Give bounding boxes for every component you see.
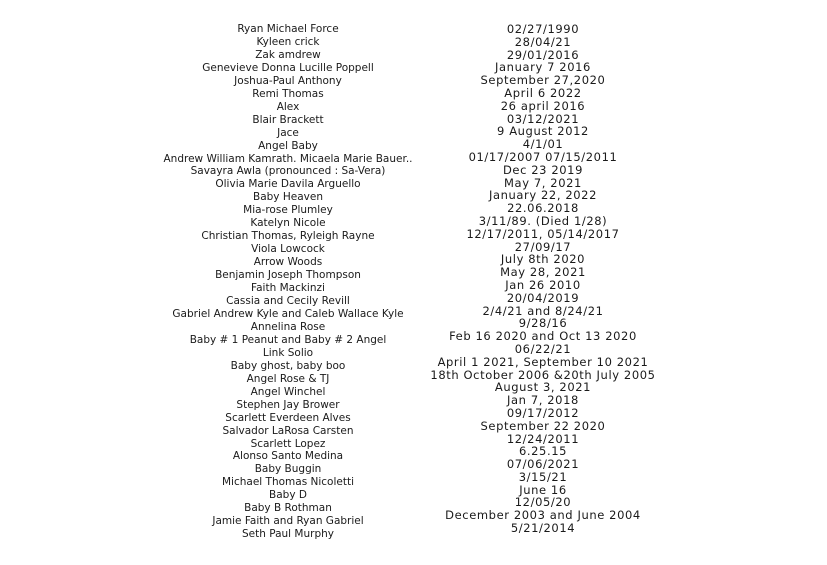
date-entry: May 7, 2021 (504, 175, 582, 190)
name-entry: Gabriel Andrew Kyle and Caleb Wallace Kyle (172, 307, 404, 320)
name-entry: Ryan Michael Force (237, 23, 339, 35)
date-entry: April 6 2022 (504, 85, 582, 100)
name-entry: Remi Thomas (252, 87, 324, 100)
date-entry: April 1 2021, September 10 2021 (437, 354, 649, 369)
name-entry: Jace (277, 126, 299, 139)
date-entry: May 28, 2021 (500, 265, 586, 280)
name-entry: Stephen Jay Brower (236, 398, 340, 411)
date-entry: 9 August 2012 (497, 124, 589, 139)
date-entry: 2/4/21 and 8/24/21 (482, 303, 604, 318)
name-entry: Angel Winchel (250, 385, 326, 398)
date-entry: January 7 2016 (495, 60, 591, 75)
name-entry: Seth Paul Murphy (241, 528, 334, 541)
date-entry: 12/17/2011, 05/14/2017 (466, 226, 620, 241)
date-entry: 6.25.15 (518, 444, 568, 459)
name-entry: Katelyn Nicole (250, 217, 326, 230)
dates-column (423, 23, 663, 535)
date-entry: September 22 2020 (480, 418, 606, 433)
name-entry: Zak amdrew (255, 48, 321, 61)
date-entry: Dec 23 2019 (502, 162, 584, 177)
name-entry: Andrew William Kamrath. Micaela Marie Bauer.. (163, 152, 413, 165)
name-entry: Faith Mackinzi (251, 282, 325, 295)
date-entry: 22.06.2018 (507, 201, 579, 216)
date-entry: 3/11/89. (Died 1/28) (478, 213, 608, 228)
name-entry: Christian Thomas, Ryleigh Rayne (201, 230, 375, 243)
names-column (150, 23, 426, 541)
name-entry: Baby D (269, 489, 307, 502)
name-entry: Joshua-Paul Anthony (234, 74, 342, 87)
name-entry: Michael Thomas Nicoletti (221, 476, 354, 489)
date-entry: September 27,2020 (480, 73, 606, 88)
date-entry: June 16 (519, 482, 567, 497)
name-entry: Blair Brackett (252, 113, 324, 126)
date-entry: January 22, 2022 (488, 188, 598, 203)
date-entry: August 3, 2021 (494, 380, 592, 395)
date-entry: December 2003 and June 2004 (445, 508, 641, 523)
name-entry: Angel Baby (258, 139, 318, 152)
name-entry: Cassia and Cecily Revill (226, 295, 350, 308)
date-entry: 5/21/2014 (510, 521, 576, 536)
name-entry: Scarlett Everdeen Alves (225, 411, 351, 424)
name-entry: Alex (276, 100, 300, 113)
name-entry: Baby # 1 Peanut and Baby # 2 Angel (189, 333, 387, 346)
date-entry: 02/27/1990 (506, 22, 580, 36)
date-entry: 28/04/21 (514, 34, 572, 49)
date-entry: 03/12/2021 (506, 111, 580, 126)
name-entry: Angel Rose & TJ (246, 372, 330, 385)
name-entry: Viola Lowcock (251, 243, 325, 256)
name-entry: Mia-rose Plumley (243, 204, 333, 217)
date-entry: Jan 7, 2018 (507, 393, 579, 408)
date-entry: 27/09/17 (514, 239, 572, 254)
date-entry: July 8th 2020 (500, 252, 586, 267)
date-entry: 06/22/21 (514, 341, 572, 356)
date-entry: 20/04/2019 (506, 290, 580, 305)
date-entry: 01/17/2007 07/15/2011 (468, 149, 618, 164)
name-entry: Savayra Awla (pronounced : Sa-Vera) (190, 165, 386, 178)
date-entry: 29/01/2016 (506, 47, 580, 62)
date-entry: 9/28/16 (518, 316, 568, 331)
date-entry: 07/06/2021 (506, 457, 580, 472)
name-entry: Olivia Marie Davila Arguello (215, 178, 361, 191)
name-entry: Baby Buggin (254, 463, 322, 476)
date-entry: 4/1/01 (522, 137, 564, 152)
name-entry: Baby Heaven (253, 191, 323, 204)
name-entry: Annelina Rose (250, 320, 326, 333)
name-entry: Kyleen crick (256, 35, 320, 48)
name-entry: Jamie Faith and Ryan Gabriel (212, 515, 364, 528)
date-entry: 18th October 2006 &20th July 2005 (430, 367, 656, 382)
date-entry: Feb 16 2020 and Oct 13 2020 (449, 329, 637, 344)
name-entry: Benjamin Joseph Thompson (215, 269, 361, 282)
name-entry: Genevieve Donna Lucille Poppell (202, 61, 374, 74)
date-entry: 09/17/2012 (506, 405, 580, 420)
date-entry: Jan 26 2010 (505, 277, 581, 292)
date-entry: 26 april 2016 (500, 98, 586, 113)
name-entry: Arrow Woods (253, 256, 323, 269)
name-entry: Baby B Rothman (244, 502, 332, 515)
name-entry: Link Solio (262, 346, 314, 359)
name-entry: Salvador LaRosa Carsten (222, 424, 354, 437)
name-entry: Alonso Santo Medina (232, 450, 344, 463)
name-entry: Baby ghost, baby boo (230, 359, 346, 372)
date-entry: 3/15/21 (518, 469, 568, 484)
name-entry: Scarlett Lopez (250, 437, 326, 450)
date-entry: 12/05/20 (514, 495, 572, 510)
date-entry: 12/24/2011 (506, 431, 580, 446)
